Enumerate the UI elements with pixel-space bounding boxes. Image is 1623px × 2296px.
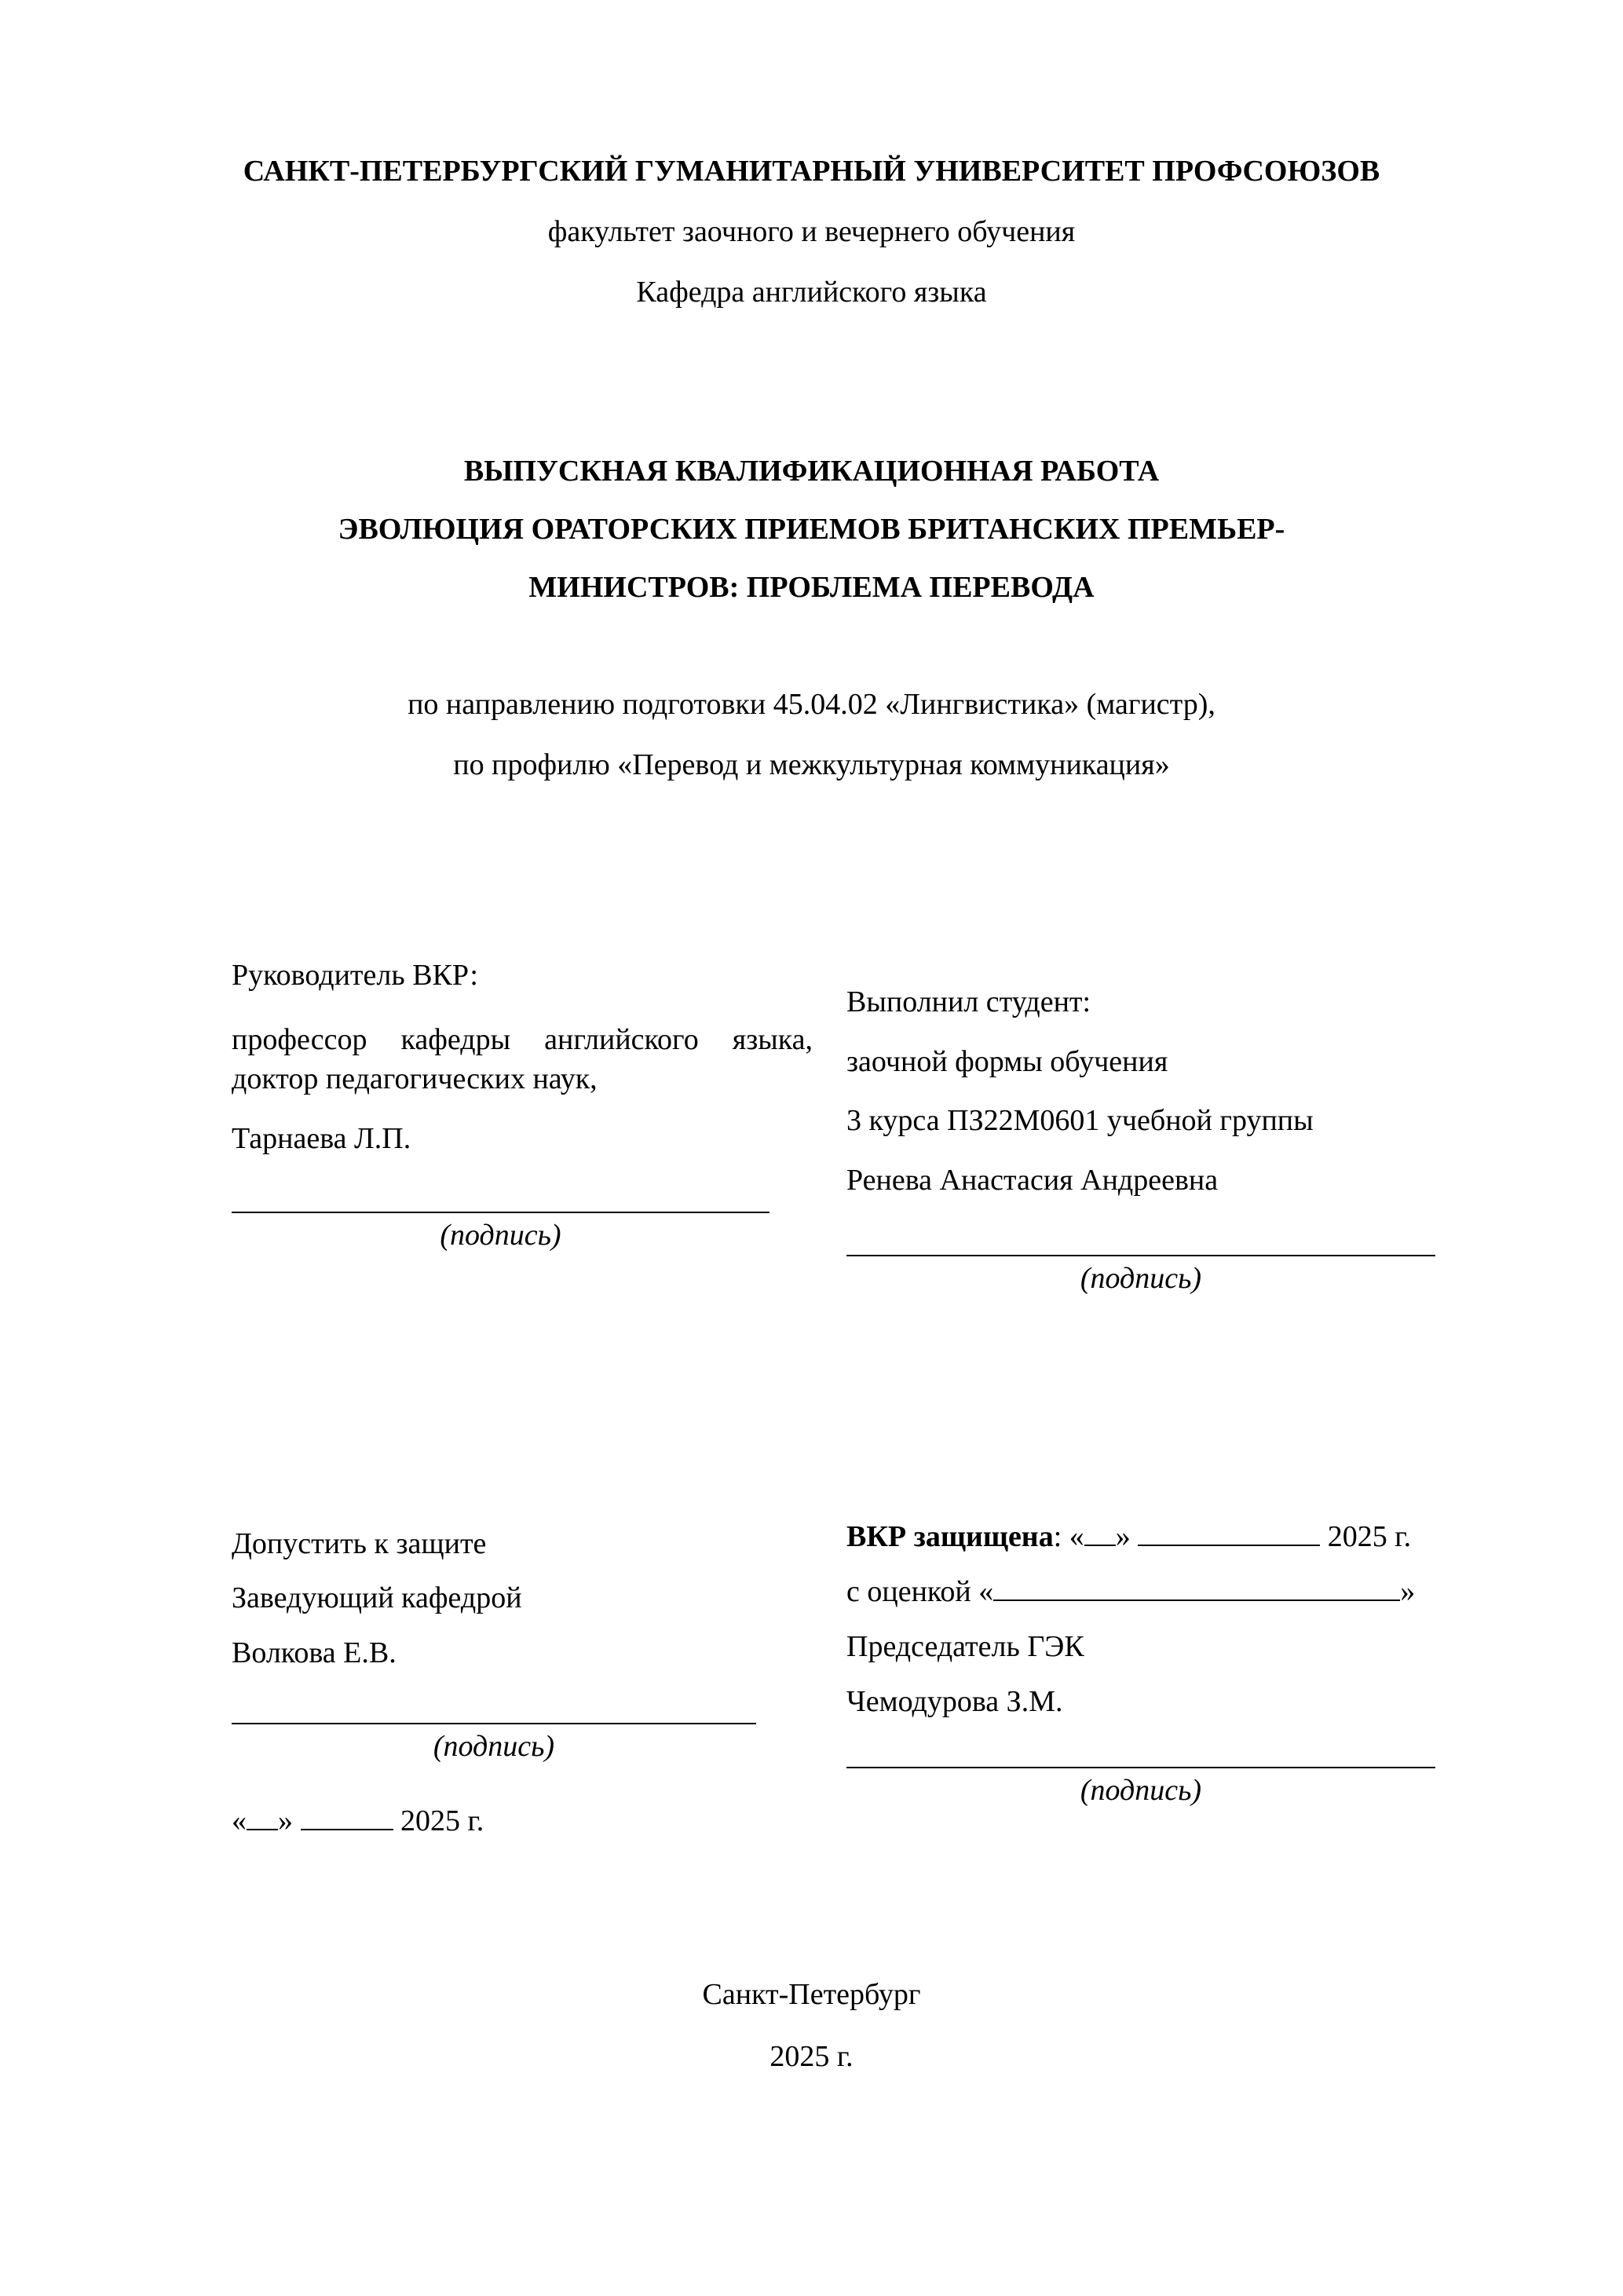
admission-signature-line [232,1723,756,1724]
supervisor-position-line1: профессор кафедры английского языка, [232,1023,813,1056]
direction-line2: по профилю «Перевод и межкультурная коммуникация» [453,748,1170,781]
defense-line: ВКР защищена: « » 2025 г. [846,1520,1412,1553]
department-name: Кафедра английского языка [636,276,987,309]
work-title-line2: МИНИСТРОВ: ПРОБЛЕМА ПЕРЕВОДА [528,571,1095,604]
admission-head-name: Волкова Е.В. [232,1636,397,1669]
faculty-name: факультет заочного и вечернего обучения [547,215,1076,248]
student-signature-line [846,1255,1435,1256]
admission-line2: Заведующий кафедрой [232,1581,522,1614]
supervisor-signature-line [232,1212,769,1213]
student-name: Ренева Анастасия Андреевна [846,1164,1219,1197]
supervisor-name: Тарнаева Л.П. [232,1122,411,1155]
defense-signature-line [846,1767,1435,1768]
defense-chair-title: Председатель ГЭК [846,1630,1084,1663]
student-heading: Выполнил студент: [846,985,1091,1018]
supervisor-position-line2: доктор педагогических наук, [232,1062,598,1095]
university-name: САНКТ-ПЕТЕРБУРГСКИЙ ГУМАНИТАРНЫЙ УНИВЕРСИТЕТ ПРОФСОЮЗОВ [243,155,1380,188]
student-signature-caption: (подпись) [1080,1262,1202,1295]
footer-year: 2025 г. [769,2040,854,2073]
admission-date: « » 2025 г. [232,1804,484,1837]
admission-line1: Допустить к защите [232,1527,487,1560]
student-group: 3 курса ПЗ22М0601 учебной группы [846,1104,1314,1137]
footer-city: Санкт-Петербург [702,1978,921,2011]
student-form: заочной формы обучения [846,1045,1168,1078]
work-title-line1: ЭВОЛЮЦИЯ ОРАТОРСКИХ ПРИЕМОВ БРИТАНСКИХ ПРЕМЬЕР- [338,513,1285,546]
direction-line1: по направлению подготовки 45.04.02 «Лингвистика» (магистр), [408,688,1215,721]
defense-signature-caption: (подпись) [1080,1774,1202,1807]
defense-grade-line: с оценкой « » [846,1575,1416,1608]
admission-signature-caption: (подпись) [433,1730,555,1763]
work-kind: ВЫПУСКНАЯ КВАЛИФИКАЦИОННАЯ РАБОТА [463,455,1160,488]
supervisor-heading: Руководитель ВКР: [232,959,478,992]
supervisor-signature-caption: (подпись) [440,1219,561,1252]
defense-chair-name: Чемодурова З.М. [846,1685,1063,1718]
